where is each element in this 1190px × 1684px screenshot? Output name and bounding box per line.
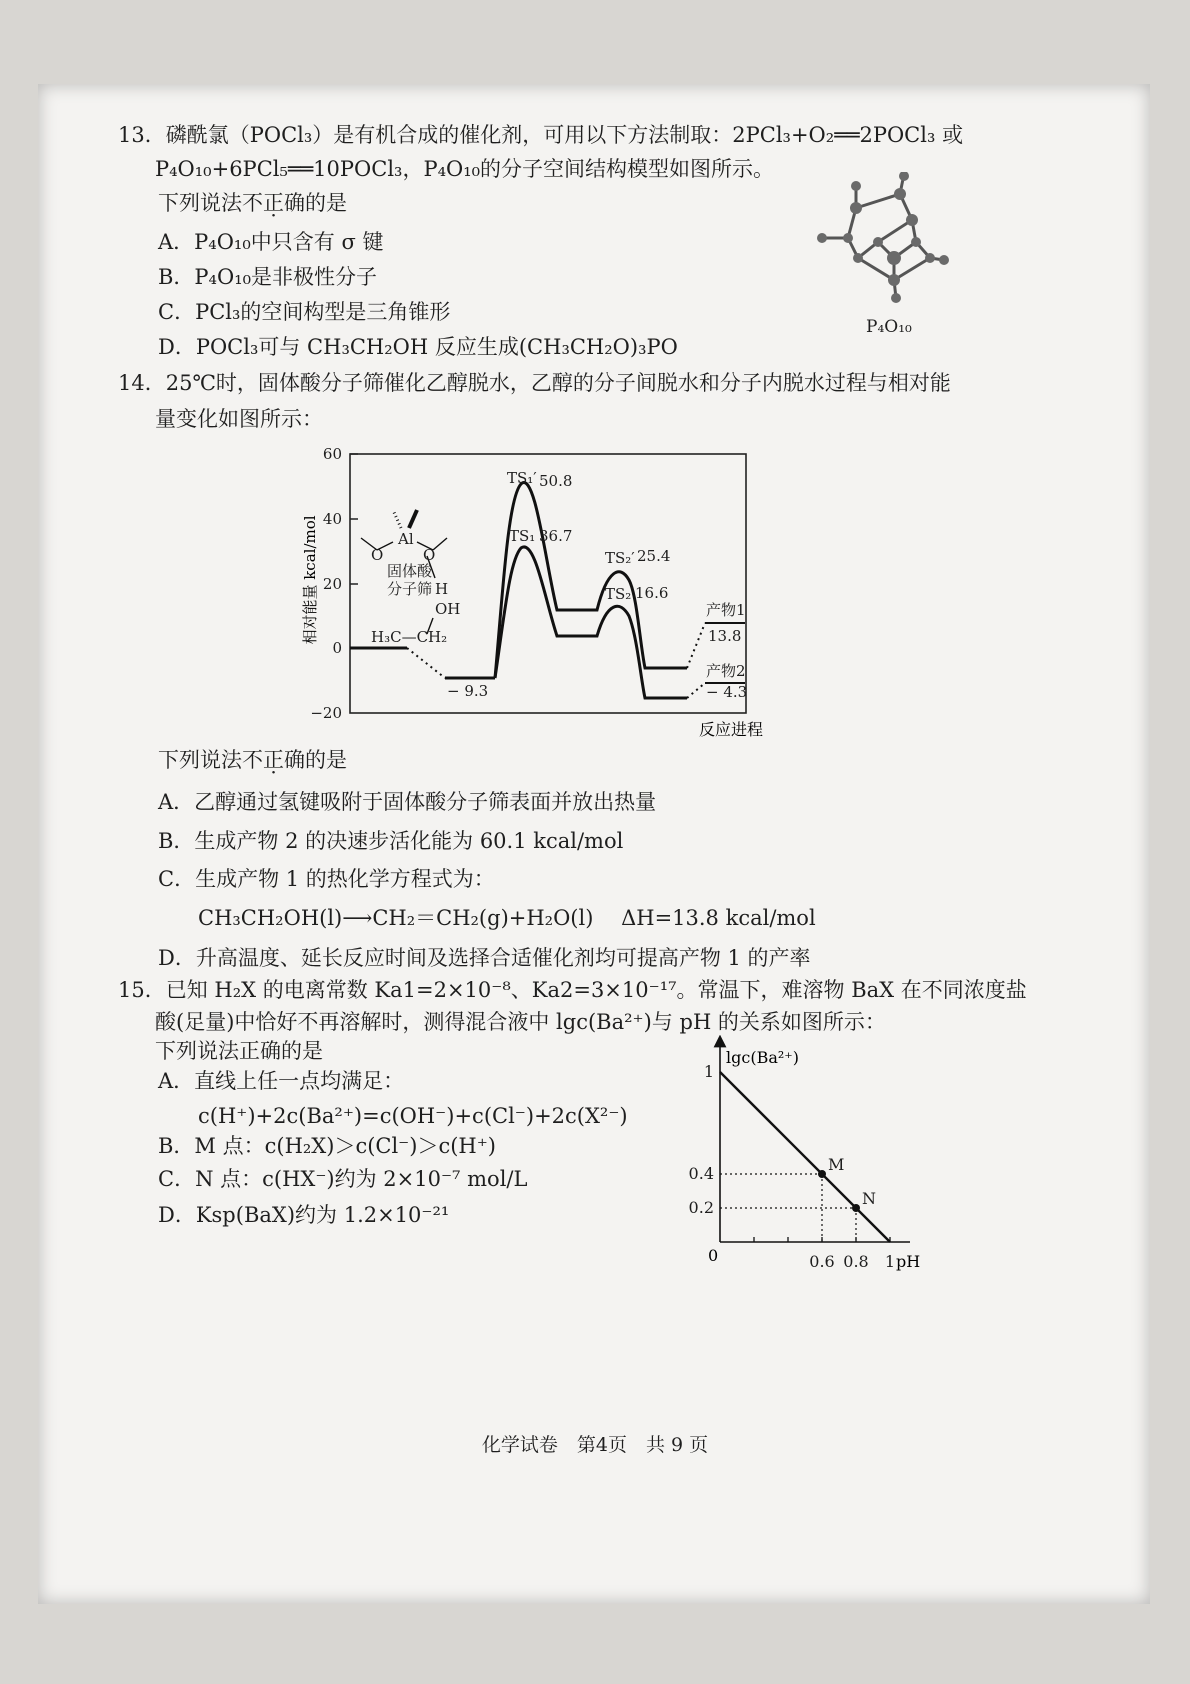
to-product1-dotted — [687, 623, 705, 668]
y-tick-40: 40 — [322, 510, 342, 528]
q15-line2: 酸(足量)中恰好不再溶解时，测得混合液中 lgc(Ba²⁺)与 pH 的关系如图所示： — [155, 1010, 886, 1034]
q13-option-b: B．P₄O₁₀是非极性分子 — [158, 265, 378, 289]
page-footer: 化学试卷 第4页 共 9 页 — [481, 1434, 709, 1456]
y-tick-neg20: −20 — [310, 704, 342, 722]
x-tick-label: 1 — [884, 1252, 896, 1271]
ts2p-label: TS₂′ — [605, 549, 635, 567]
ts1-value: 36.7 — [539, 527, 573, 545]
q14-option-b: B．生成产物 2 的决速步活化能为 60.1 kcal/mol — [158, 829, 624, 853]
point-M — [818, 1170, 826, 1178]
product1-label: 产物1 — [706, 601, 746, 619]
q15-line1: 15．已知 H₂X 的电离常数 Ka1=2×10⁻⁸、Ka2=3×10⁻¹⁷。常温下，难溶物 BaX 在不同浓度盐 — [118, 978, 1027, 1002]
product2-value: − 4.3 — [706, 683, 748, 701]
q14-option-c-equation: CH₃CH₂OH(l)⟶CH₂＝CH₂(g)+H₂O(l) ΔH=13.8 kcal/mol — [198, 906, 816, 930]
point-label-M: M — [828, 1155, 845, 1174]
q13-option-c: C．PCl₃的空间构型是三角锥形 — [158, 300, 451, 324]
p4o10-molecule-figure — [808, 172, 958, 337]
oh-label: OH — [435, 600, 461, 618]
stem-prefix: 下列说法 — [158, 748, 242, 772]
ts2-label: TS₂ — [605, 585, 632, 603]
origin-label: 0 — [708, 1246, 719, 1265]
q13-line1: 13．磷酰氯（POCl₃）是有机合成的催化剂，可用以下方法制取：2PCl₃+O₂══2POCl₃ 或 — [118, 123, 964, 147]
q15-stem: 下列说法正确的是 — [155, 1039, 323, 1063]
lgc-ba-vs-ph-chart — [680, 1035, 940, 1275]
o-right-label: O — [423, 546, 436, 564]
catalyst-label2: 分子筛 — [387, 580, 433, 598]
y-axis-label: 相对能量 kcal/mol — [301, 515, 319, 645]
q13-stem — [158, 189, 347, 217]
y-tick-label: 1 — [703, 1062, 714, 1081]
q14-line2: 量变化如图所示： — [155, 407, 323, 431]
ts2-value: 16.6 — [635, 584, 669, 602]
x-tick-label: 0.8 — [843, 1252, 869, 1271]
q14-option-c: C．生成产物 1 的热化学方程式为： — [158, 867, 495, 891]
q13-option-d: D．POCl₃可与 CH₃CH₂OH 反应生成(CH₃CH₂O)₃PO — [158, 335, 678, 359]
al-label: Al — [398, 530, 414, 548]
q15-option-d: D．Ksp(BaX)约为 1.2×10⁻²¹ — [158, 1203, 450, 1227]
point-label-N: N — [862, 1189, 876, 1208]
product2-label: 产物2 — [706, 662, 746, 680]
o-left-label: O — [371, 546, 384, 564]
stem-prefix: 下列说法 — [158, 191, 242, 215]
energy-profile-chart — [295, 440, 795, 750]
q15-option-b: B．M 点：c(H₂X)＞c(Cl⁻)＞c(H⁺) — [158, 1134, 496, 1158]
h-label: H — [435, 580, 449, 598]
q15-option-a-equation: c(H⁺)+2c(Ba²⁺)=c(OH⁻)+c(Cl⁻)+2c(X²⁻) — [198, 1104, 628, 1128]
x-axis-label: 反应进程 — [698, 720, 764, 739]
q15-option-a: A．直线上任一点均满足： — [158, 1069, 405, 1093]
q13-option-a: A．P₄O₁₀中只含有 σ 键 — [158, 230, 384, 254]
ts1-label: TS₁ — [509, 527, 536, 545]
q14-line1: 14．25℃时，固体酸分子筛催化乙醇脱水，乙醇的分子间脱水和分子内脱水过程与相对能 — [118, 371, 951, 395]
p4o10-label: P₄O₁₀ — [866, 317, 912, 337]
q13-line2: P₄O₁₀+6PCl₅══10POCl₃，P₄O₁₀的分子空间结构模型如图所示。 — [155, 157, 775, 181]
q15-option-c: C．N 点：c(HX⁻)约为 2×10⁻⁷ mol/L — [158, 1167, 528, 1191]
q14-option-a: A．乙醇通过氢键吸附于固体酸分子筛表面并放出热量 — [158, 790, 657, 814]
stem-suffix: 的是 — [305, 191, 347, 215]
ts1p-label: TS₁′ — [507, 469, 537, 487]
ethanol-label: H₃C—CH₂ — [371, 628, 448, 646]
curve-product1-path — [495, 547, 687, 698]
y-tick-0: 0 — [332, 639, 342, 657]
to-product2-dotted — [687, 683, 705, 698]
data-line — [720, 1072, 890, 1242]
x-tick-label: 0.6 — [809, 1252, 835, 1271]
point-N — [852, 1204, 860, 1212]
product1-value: 13.8 — [708, 627, 742, 645]
y-tick-60: 60 — [322, 445, 342, 463]
stem-emphasis: 不正确 — [242, 191, 305, 215]
x-axis-label: pH — [896, 1252, 921, 1271]
ts2p-value: 25.4 — [637, 547, 671, 565]
catalyst-label1: 固体酸 — [387, 562, 433, 580]
stem-suffix: 的是 — [305, 748, 347, 772]
adsorption-dotted — [407, 648, 445, 678]
y-axis-label: lgc(Ba²⁺) — [726, 1048, 799, 1067]
y-tick-label: 0.4 — [688, 1164, 714, 1183]
q14-stem — [158, 746, 347, 774]
y-tick-20: 20 — [322, 575, 342, 593]
ts1p-value: 50.8 — [539, 472, 573, 490]
curve-product2-path — [495, 483, 687, 678]
y-tick-label: 0.2 — [688, 1198, 714, 1217]
adsorbed-value: − 9.3 — [447, 682, 489, 700]
stem-emphasis: 不正确 — [242, 748, 305, 772]
q14-option-d: D．升高温度、延长反应时间及选择合适催化剂均可提高产物 1 的产率 — [158, 946, 811, 970]
